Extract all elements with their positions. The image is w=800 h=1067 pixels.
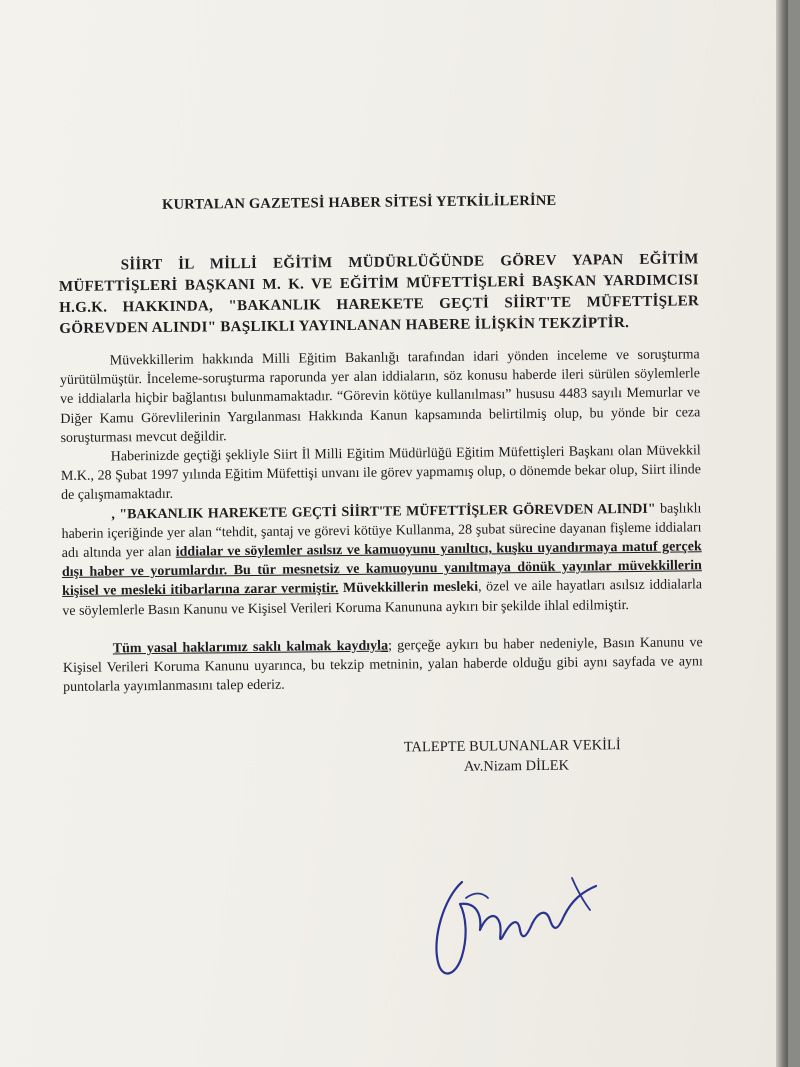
paragraph-3-emphasis: iddialar ve söylemler asılsız ve kamuoyunu yanıltıcı, kuşku uyandırmaya matuf gerçek dışı haber ve yorumlardır. Bu tür mesnetsiz ve kamuoyunu yanıltmaya dönük yayınlar müvekkillerin kişisel ve mesleki itibarlarına zarar vermiştir. — [61, 539, 702, 600]
letter-body — [58, 189, 704, 781]
page-edge-shadow — [776, 0, 788, 1067]
letter-subject: SİİRT İL MİLLİ EĞİTİM MÜDÜRLÜĞÜNDE GÖREV YAPAN EĞİTİM MÜFETTİŞLERİ BAŞKANI M. K. VE EĞİTİM MÜFETTİŞLERİ BAŞKAN YARDIMCISI H.G.K. HAKKINDA, "BAKANLIK HAREKETE GEÇTİ SİİRT'TE MÜFETTİŞLER GÖREVDEN ALINDI" BAŞLIKLI YAYINLANAN HABERE İLİŞKİN TEKZİPTİR. — [58, 251, 700, 337]
signatory-name: Av.Nizam DİLEK — [463, 758, 570, 776]
paragraph-4-text: ; gerçeğe aykırı bu haber nedeniyle, Basın Kanunu ve Kişisel Verileri Koruma Kanunu uyarınca, bu tekzip metninin, yalan haberde olduğu gibi aynı sayfada ve aynı puntolarla yayımlanmasını talep ederiz. — [62, 635, 703, 696]
signatory-title: TALEPTE BULUNANLAR VEKİLİ — [403, 737, 621, 756]
paragraph-3-text-2: , özel ve aile hayatları asılsız iddialarla ve söylemlerle Basın Kanunu ve Kişisel Verileri Koruma Kanununa aykırı bir şekilde ihlal edilmiştir. — [62, 577, 703, 619]
paragraph-4 — [63, 633, 704, 697]
paragraph-4-emphasis: Tüm yasal haklarımız saklı kalmak kaydıyla — [112, 638, 389, 657]
paragraph-2: Haberinizde geçtiği şekliyle Siirt İl Milli Eğitim Müdürlüğü Eğitim Müfettişleri Başkanı olan Müvekkil M.K., 28 Şubat 1997 yılında Eğitim Müfettişi unvanı ile görev yapmamış olup, o dönemde bekar olup, Siirt ilinde de çalışmamaktadır. — [60, 443, 701, 504]
paragraph-3-text-1: başlıklı haberin içeriğinde yer alan “tehdit, şantaj ve görevi kötüye Kullanma, 28 şubat sürecine dayanan fişleme iddiaları adı altında yer alan — [61, 500, 702, 562]
news-title-bold: , "BAKANLIK HAREKETE GEÇTİ SİİRT'TE MÜFETTİŞLER GÖREVDEN ALINDI" — [111, 501, 656, 523]
letter-heading: KURTALAN GAZETESİ HABER SİTESİ YETKİLİLERİNE — [162, 192, 557, 213]
signature-block — [404, 735, 704, 778]
paragraph-1: Müvekkillerim hakkında Milli Eğitim Bakanlığı tarafından idari yönden inceleme ve soruşturma yürütülmüştür. İnceleme-soruşturma raporunda yer alan iddiaların, söz konusu haberde ileri sürülen söylemlerle ve iddialarla hiçbir bağlantısı bulunmamaktadır. “Görevin kötüye kullanılması” hususu 4483 sayılı Memurlar ve Diğer Kamu Görevlilerinin Yargılanması Hakkında Kanun kapsamında belirtilmiş olup, bu yönde bir ceza soruşturması mevcut değildir. — [59, 347, 701, 446]
handwritten-signature-icon — [422, 858, 622, 988]
paragraph-3-bold-text: Müvekkillerin mesleki — [338, 580, 479, 597]
paragraph-3 — [61, 499, 702, 621]
